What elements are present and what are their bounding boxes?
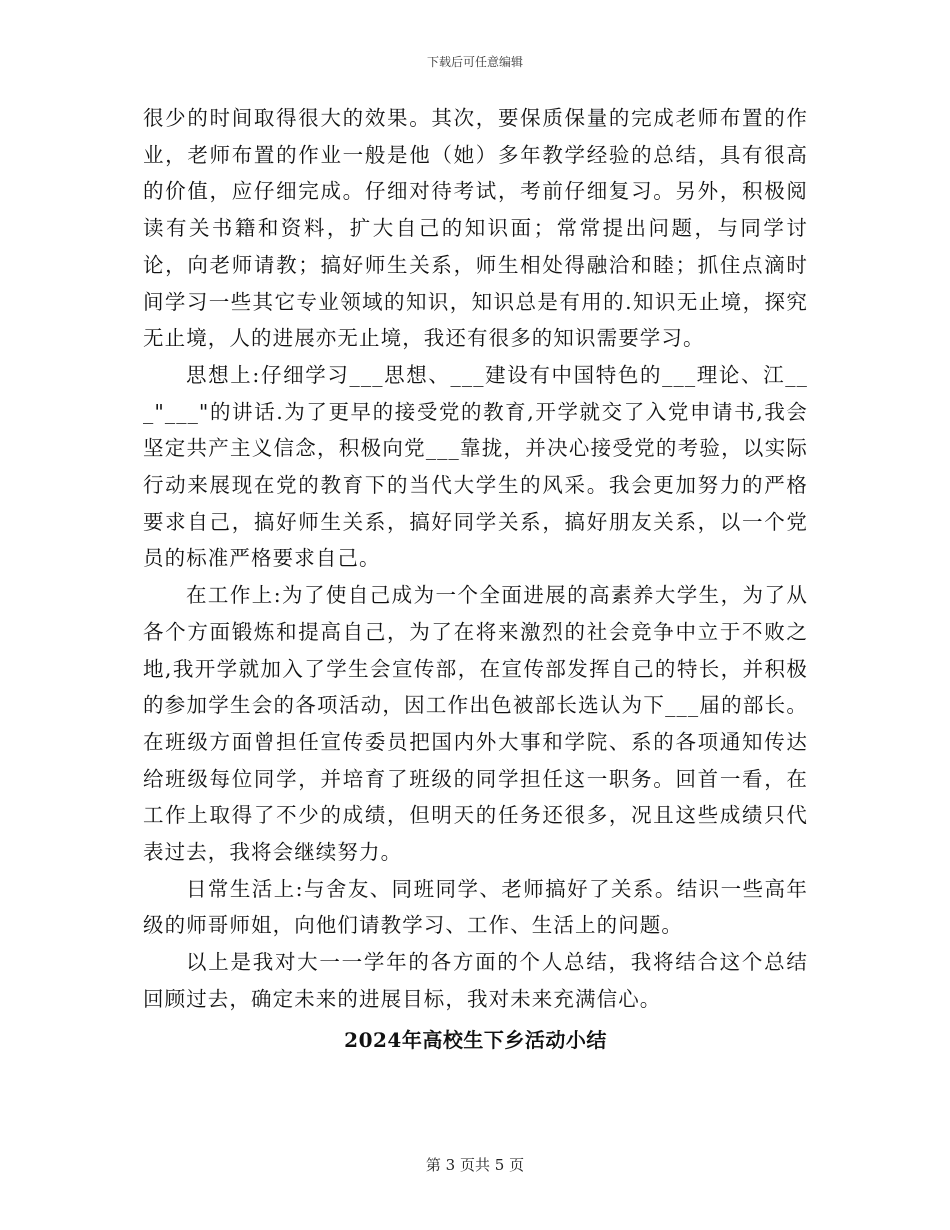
document-body: [143, 100, 808, 1058]
paragraph-conclusion: 以上是我对大一一学年的各方面的个人总结，我将结合这个总结回顾过去，确定未来的进展目标，我对未来充满信心。: [143, 950, 808, 1011]
paragraph-work: 在工作上:为了使自己成为一个全面进展的高素养大学生，为了从各个方面锻炼和提高自己，为了在将来激烈的社会竞争中立于不败之地,我开学就加入了学生会宣传部，在宣传部发挥自己的特长，并积极的参加学生会的各项活动，因工作出色被部长选认为下___届的部长。在班级方面曾担任宣传委员把国内外大事和学院、系的各项通知传达给班级每位同学，并培育了班级的同学担任这一职务。回首一看，在工作上取得了不少的成绩，但明天的任务还很多，况且这些成绩只代表过去，我将会继续努力。: [143, 583, 808, 865]
section-title: 2024年高校生下乡活动小结: [344, 1027, 607, 1052]
paragraph-study: 很少的时间取得很大的效果。其次，要保质保量的完成老师布置的作业，老师布置的作业一般是他（她）多年教学经验的总结，具有很高的价值，应仔细完成。仔细对待考试，考前仔细复习。另外，积极阅读有关书籍和资料，扩大自己的知识面；常常提出问题，与同学讨论，向老师请教；搞好师生关系，师生相处得融洽和睦；抓住点滴时间学习一些其它专业领域的知识，知识总是有用的.知识无止境，探究无止境，人的进展亦无止境，我还有很多的知识需要学习。: [143, 106, 808, 351]
paragraph-thought: 思想上:仔细学习___思想、___建设有中国特色的___理论、江___"___"的讲话.为了更早的接受党的教育,开学就交了入党申请书,我会坚定共产主义信念，积极向党___靠拢，并决心接受党的考验，以实际行动来展现在党的教育下的当代大学生的风采。我会更加努力的严格要求自己，搞好师生关系，搞好同学关系，搞好朋友关系，以一个党员的标准严格要求自己。: [143, 362, 808, 571]
page-number-footer: 第 3 页共 5 页: [425, 1156, 525, 1174]
paragraph-daily-life: 日常生活上:与舍友、同班同学、老师搞好了关系。结识一些高年级的师哥师姐，向他们请教学习、工作、生活上的问题。: [143, 876, 808, 938]
page-header-note: 下载后可任意编辑: [426, 55, 523, 69]
